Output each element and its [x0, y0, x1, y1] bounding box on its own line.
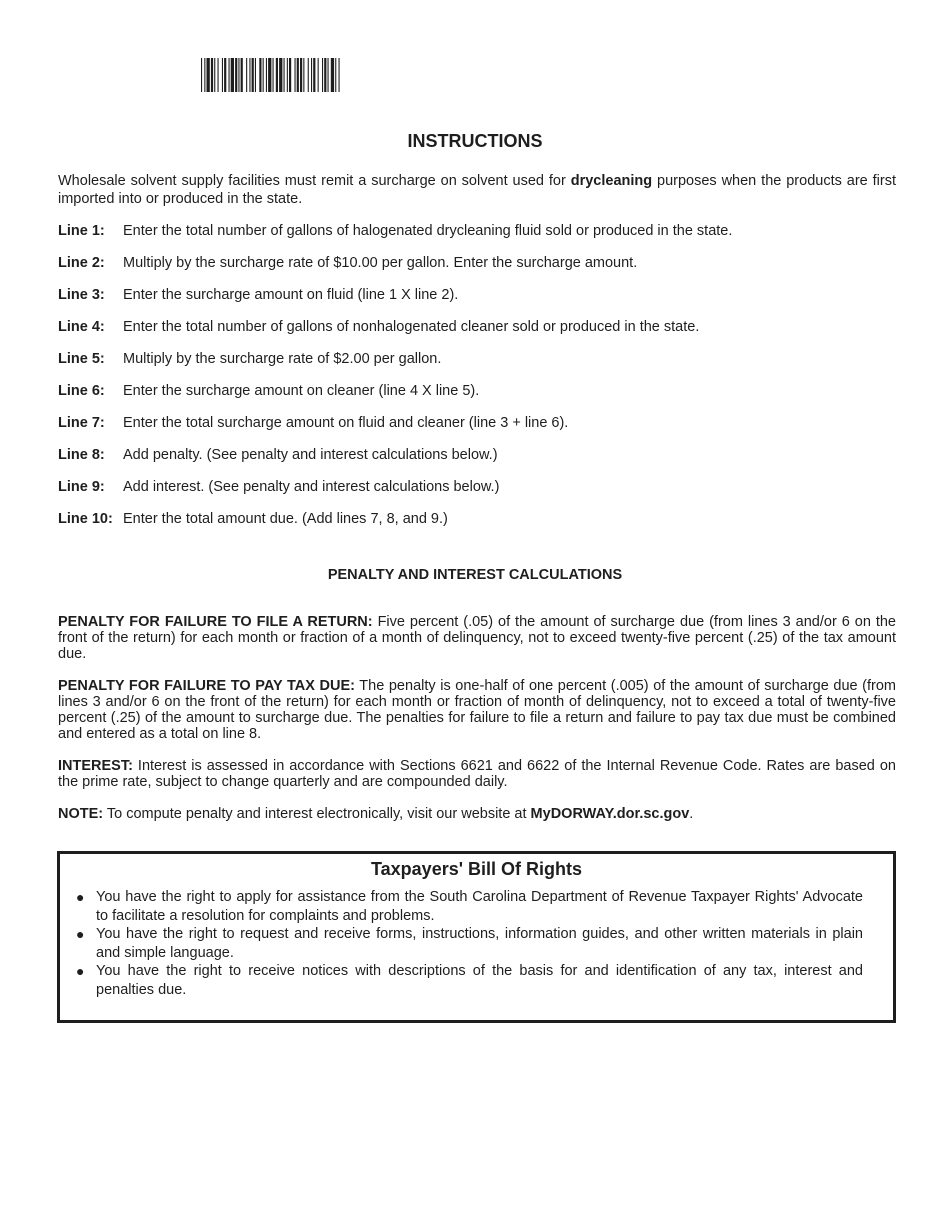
line-label: Line 7:: [58, 415, 105, 431]
line-text: Enter the total number of gallons of halogenated drycleaning fluid sold or produced in the state.: [123, 223, 733, 239]
rights-item-text: You have the right to receive notices with descriptions of the basis for and identification of any tax, interest and penalties due.: [96, 963, 863, 998]
intro-paragraph: [58, 172, 896, 208]
rights-item: [76, 888, 863, 925]
intro-bold-term: drycleaning: [570, 173, 653, 189]
rights-title: Taxpayers' Bill Of Rights: [371, 859, 582, 879]
rights-item-text: You have the right to request and receive forms, instructions, information guides, and other written materials in plain and simple language.: [96, 926, 863, 961]
interest-lead: INTEREST:: [58, 758, 133, 774]
rights-item: [76, 962, 863, 999]
line-item: [58, 510, 908, 542]
penalty-pay-lead: PENALTY FOR FAILURE TO PAY TAX DUE:: [58, 678, 355, 694]
note-text: To compute penalty and interest electronically, visit our website at: [103, 806, 531, 822]
note-paragraph: [58, 806, 896, 822]
taxpayer-bill-of-rights-box: [57, 851, 896, 1023]
intro-text-start: Wholesale solvent supply facilities must remit a surcharge on solvent used for: [58, 173, 571, 189]
line-text: Enter the surcharge amount on cleaner (line 4 X line 5).: [123, 383, 480, 399]
bullet-icon: ●: [76, 889, 85, 905]
penalty-interest-heading: PENALTY AND INTEREST CALCULATIONS: [327, 567, 623, 583]
line-label: Line 5:: [58, 351, 105, 367]
line-item: [58, 446, 908, 478]
intro-text-end: purposes when the products are first imported into or produced in the state.: [58, 173, 896, 207]
rights-item-text: You have the right to apply for assistance from the South Carolina Department of Revenue Taxpayer Rights' Advocate to facilitate a resolution for complaints and problems.: [96, 889, 863, 924]
interest-text: Interest is assessed in accordance with Sections 6621 and 6622 of the Internal Revenue Code. Rates are based on the prime rate, subject to change quarterly and are compounded daily.: [58, 758, 896, 790]
line-label: Line 2:: [58, 255, 105, 271]
note-end: .: [689, 806, 694, 822]
line-text: Enter the surcharge amount on fluid (line 1 X line 2).: [123, 287, 459, 303]
line-text: Add penalty. (See penalty and interest calculations below.): [123, 447, 498, 463]
line-item: [58, 222, 908, 254]
line-label: Line 3:: [58, 287, 105, 303]
line-item: [58, 350, 908, 382]
bullet-icon: ●: [76, 926, 85, 942]
penalty-file-paragraph: [58, 614, 896, 662]
line-item: [58, 478, 908, 510]
rights-list: [60, 888, 893, 999]
line-item: [58, 414, 908, 446]
line-text: Multiply by the surcharge rate of $2.00 per gallon.: [123, 351, 442, 367]
website-link[interactable]: MyDORWAY.dor.sc.gov: [530, 806, 690, 822]
line-item: [58, 318, 908, 350]
bullet-icon: ●: [76, 963, 85, 979]
rights-item: [76, 925, 863, 962]
line-label: Line 1:: [58, 223, 105, 239]
penalty-pay-paragraph: [58, 678, 896, 742]
line-text: Enter the total number of gallons of nonhalogenated cleaner sold or produced in the state.: [123, 319, 700, 335]
line-item: [58, 382, 908, 414]
page-title: INSTRUCTIONS: [407, 131, 543, 151]
line-label: Line 10:: [58, 511, 113, 527]
interest-paragraph: [58, 758, 896, 790]
line-label: Line 9:: [58, 479, 105, 495]
penalty-file-text: Five percent (.05) of the amount of surcharge due (from lines 3 and/or 6 on the front of the return) for each month or fraction of a month of delinquency, not to exceed twenty-five percent (.25) of the tax amount due.: [58, 614, 896, 662]
line-text: Multiply by the surcharge rate of $10.00 per gallon. Enter the surcharge amount.: [123, 255, 638, 271]
note-lead: NOTE:: [58, 806, 104, 822]
line-item: [58, 286, 908, 318]
line-label: Line 4:: [58, 319, 105, 335]
line-text: Enter the total surcharge amount on fluid and cleaner (line 3 + line 6).: [123, 415, 569, 431]
line-text: Add interest. (See penalty and interest calculations below.): [123, 479, 500, 495]
line-instructions: [58, 222, 908, 542]
line-item: [58, 254, 908, 286]
line-label: Line 6:: [58, 383, 105, 399]
barcode-icon: [201, 58, 469, 92]
line-label: Line 8:: [58, 447, 105, 463]
penalty-pay-text: The penalty is one-half of one percent (.005) of the amount of surcharge due (from lines 3 and/or 6 on the front of the return) for each month or fraction of month of delinquency, not to exceed a total of twenty-five percent (.25) of the amount to surcharge due. The penalties for failure to file a return and failure to pay tax due must be combined and entered as a total on line 8.: [58, 678, 897, 742]
line-text: Enter the total amount due. (Add lines 7, 8, and 9.): [123, 511, 448, 527]
penalty-file-lead: PENALTY FOR FAILURE TO FILE A RETURN:: [58, 614, 373, 630]
